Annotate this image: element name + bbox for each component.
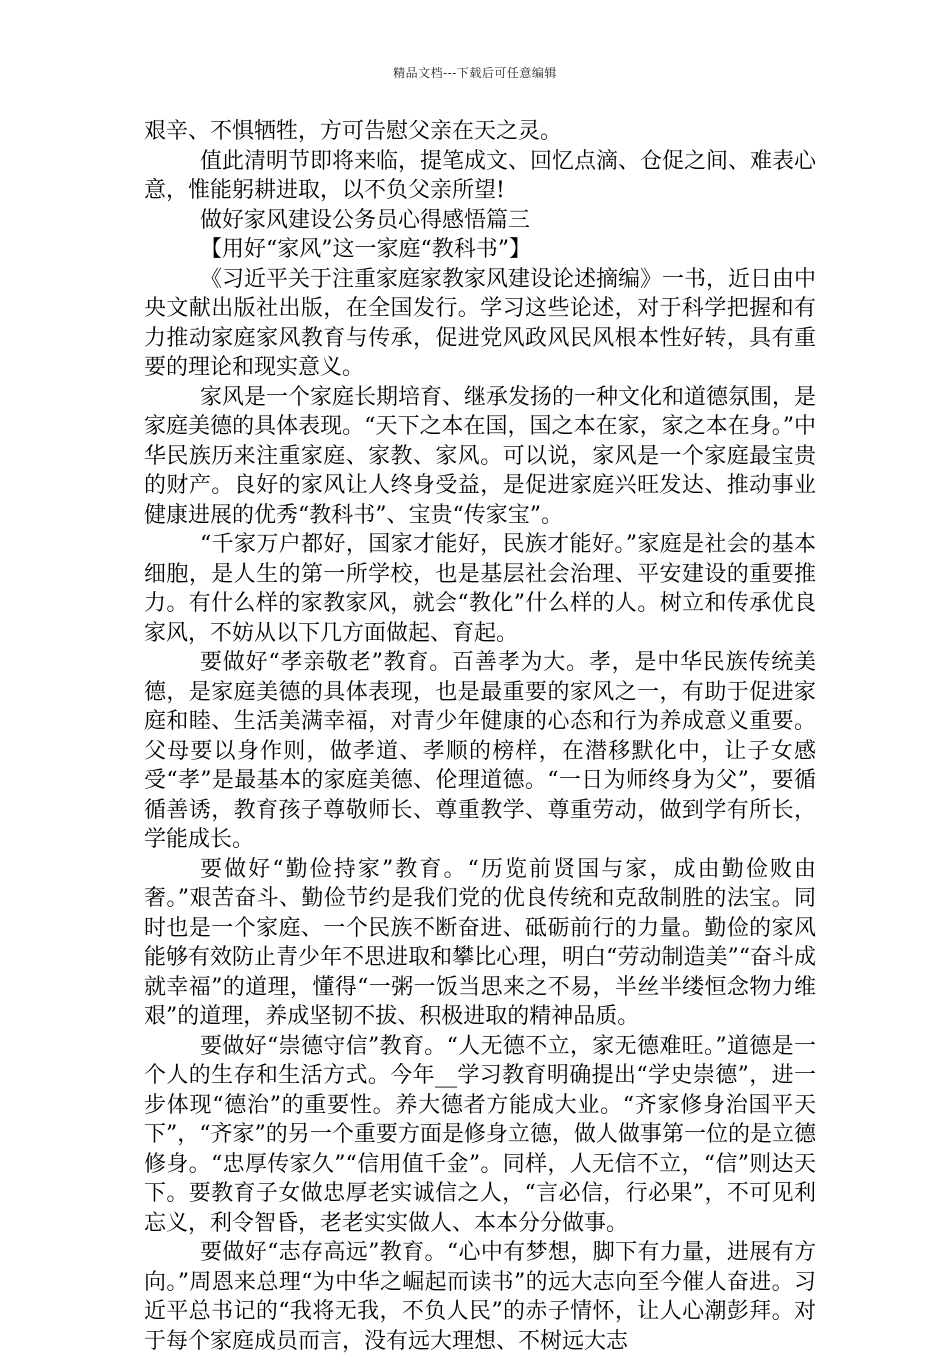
paragraph: 要做好“孝亲敬老”教育。百善孝为大。孝，是中华民族传统美德，是家庭美德的具体表现，也是最重要的家风之一，有助于促进家庭和睦、生活美满幸福，对青少年健康的心态和行为养成意义重要。父母要以身作则，做孝道、孝顺的榜样，在潜移默化中，让子女感受“孝”是最基本的家庭美德、伦理道德。“一日为师终身为父”，要循循善诱，教育孩子尊敬师长、尊重教学、尊重劳动，做到学有所长，学能成长。 (144, 650, 816, 852)
paragraph: 要做好“崇德守信”教育。“人无德不立，家无德难旺。”道德是一个人的生存和生活方式。今年__学习教育明确提出“学史崇德”，进一步体现“德治”的重要性。养大德者方能成大业。“齐家修身治国平天下”，“齐家”的另一个重要方面是修身立德，做人做事第一位的是立德修身。“忠厚传家久”“信用值千金”。同样，人无信不立，“信”则达天下。要教育子女做忠厚老实诚信之人，“言必信，行必果”，不可见利忘义，利令智昏，老老实实做人、本本分分做事。 (144, 1033, 816, 1236)
document-body (144, 117, 816, 1356)
paragraph: 值此清明节即将来临，提笔成文、回忆点滴、仓促之间、难表心意，惟能躬耕进取，以不负父亲所望! (144, 148, 817, 203)
page-header: 精品文档---下载后可任意编辑 (393, 66, 557, 80)
paragraph: 要做好“勤俭持家”教育。“历览前贤国与家，成由勤俭败由奢。”艰苦奋斗、勤俭节约是我们党的优良传统和克敌制胜的法宝。同时也是一个家庭、一个民族不断奋进、砥砺前行的力量。勤俭的家风能够有效防止青少年不思进取和攀比心理，明白“劳动制造美”“奋斗成就幸福”的道理，懂得“一粥一饭当思来之不易，半丝半缕恒念物力维艰”的道理，养成坚韧不拔、积极进取的精神品质。 (144, 856, 816, 1029)
section-title: 做好家风建设公务员心得感悟篇三 (200, 207, 531, 233)
paragraph-continuation: 艰辛、不惧牺牲，方可告慰父亲在天之灵。 (144, 119, 563, 144)
section-subtitle: 【用好“家风”这一家庭“教科书”】 (200, 237, 531, 262)
paragraph: 家风是一个家庭长期培育、继承发扬的一种文化和道德氛围，是家庭美德的具体表现。“天下之本在国，国之本在家，家之本在身。”中华民族历来注重家庭、家教、家风。可以说，家风是一个家庭最宝贵的财产。良好的家风让人终身受益，是促进家庭兴旺发达、推动事业健康进展的优秀“教科书”、宝贵“传家宝”。 (144, 384, 817, 528)
paragraph: 要做好“志存高远”教育。“心中有梦想，脚下有力量，进展有方向。”周恩来总理“为中华之崛起而读书”的远大志向至今催人奋进。习近平总书记的“我将无我，不负人民”的赤子情怀，让人心潮彭拜。对于每个家庭成员而言，没有远大理想、不树远大志 (144, 1240, 816, 1354)
paragraph: 《习近平关于注重家庭家教家风建设论述摘编》一书，近日由中央文献出版社出版，在全国发行。学习这些论述，对于科学把握和有力推动家庭家风教育与传承，促进党风政风民风根本性好转，具有重要的理论和现实意义。 (144, 266, 817, 380)
paragraph: “千家万户都好，国家才能好，民族才能好。”家庭是社会的基本细胞，是人生的第一所学校，也是基层社会治理、平安建设的重要推力。有什么样的家教家风，就会“教化”什么样的人。树立和传承优良家风，不妨从以下几方面做起、育起。 (144, 532, 816, 646)
